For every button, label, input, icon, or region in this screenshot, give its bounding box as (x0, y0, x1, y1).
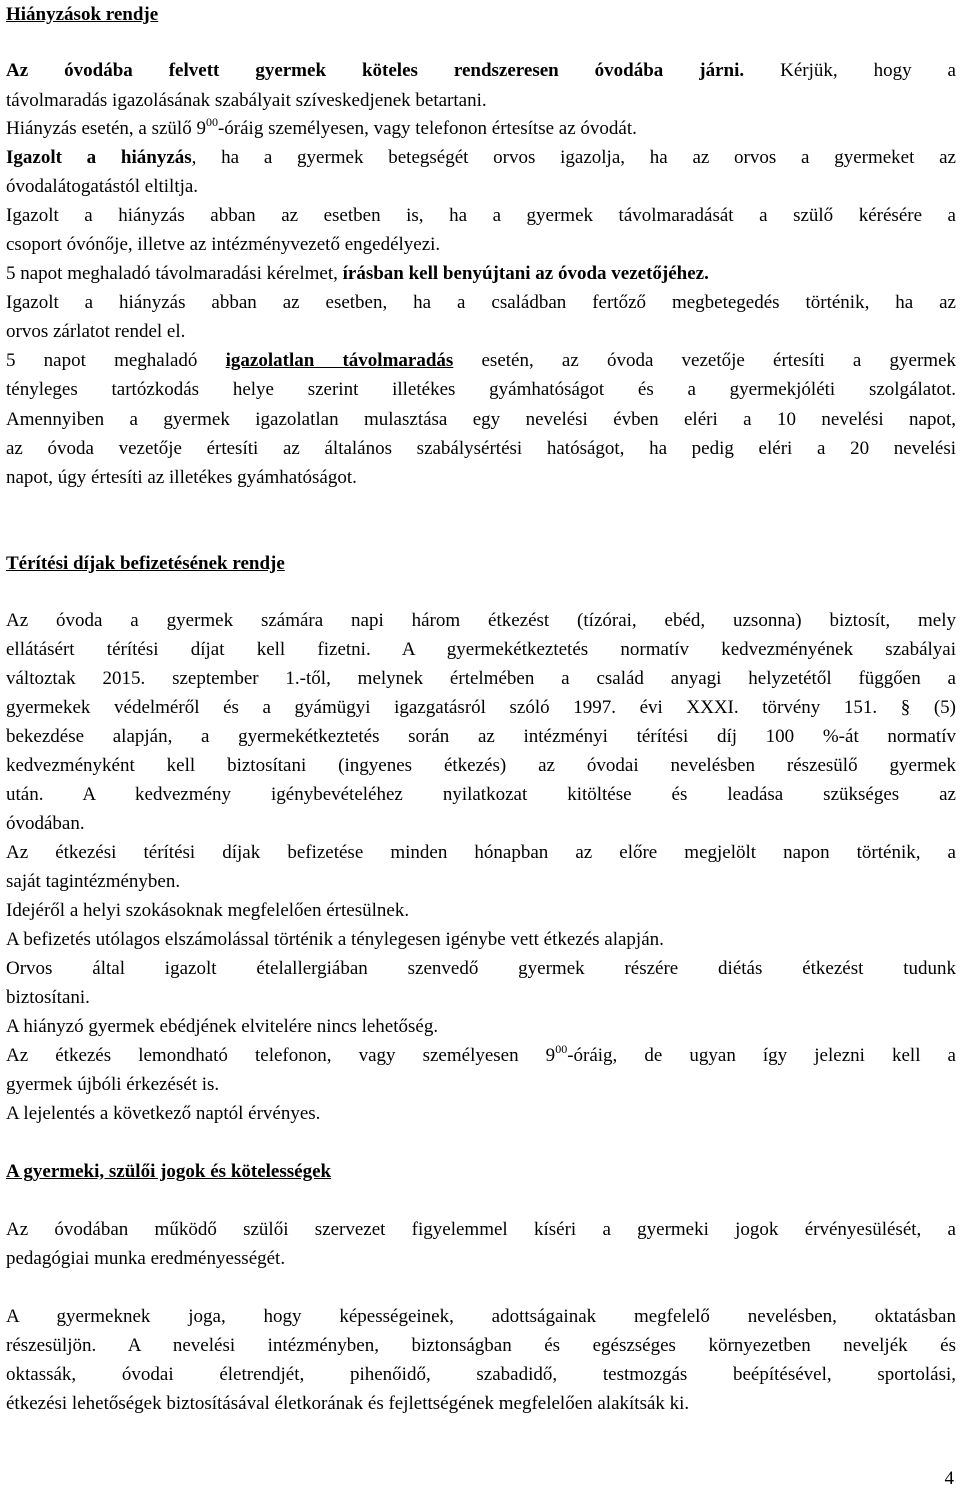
paragraph-line: A hiányzó gyermek ebédjének elvitelére nincs lehetőség. (6, 1016, 439, 1037)
paragraph-line: Amennyiben a gyermek igazolatlan mulasztása egy nevelési évben eléri a 10 nevelési napot, (6, 409, 956, 430)
heading-fees: Térítési díjak befizetésének rendje (6, 553, 285, 574)
paragraph-line: A lejelentés a következő naptól érvényes. (6, 1103, 321, 1124)
paragraph-line: ellátásért térítési díjat kell fizetni. A gyermekétkeztetés normatív kedvezményének szabályai (6, 639, 956, 660)
bold-underlined-text: igazolatlan távolmaradás (225, 350, 454, 371)
paragraph-line: részesüljön. A nevelési intézményben, biztonságban és egészséges környezetben neveljék és (6, 1335, 956, 1356)
heading-absences: Hiányzások rendje (6, 4, 159, 25)
paragraph-line: csoport óvónője, illetve az intézményvezető engedélyezi. (6, 234, 441, 255)
bold-text: írásban kell benyújtani az óvoda vezetőjéhez. (342, 263, 709, 284)
paragraph-line: napot, úgy értesíti az illetékes gyámhatóságot. (6, 467, 357, 488)
paragraph-line: Orvos által igazolt ételallergiában szenvedő gyermek részére diétás étkezést tudunk (6, 958, 956, 979)
paragraph-line: után. A kedvezmény igénybevételéhez nyilatkozat kitöltése és leadása szükséges az (6, 784, 956, 805)
paragraph-line: saját tagintézményben. (6, 871, 181, 892)
paragraph-line (6, 693, 956, 723)
paragraph-line: Az óvodában működő szülői szervezet figyelemmel kíséri a gyermeki jogok érvényesülését, a (6, 1219, 956, 1240)
paragraph-line: kedvezményként kell biztosítani (ingyenes étkezés) az óvodai nevelésben részesülő gyermek (6, 755, 956, 776)
paragraph-line: étkezési lehetőségek biztosításával életkorának és fejlettségének megfelelően alakítsák ki. (6, 1393, 690, 1414)
paragraph-line: változtak 2015. szeptember 1.-től, melynek értelmében a család anyagi helyzetétől függően a (6, 668, 956, 689)
paragraph-line: Igazolt a hiányzás abban az esetben is, ha a gyermek távolmaradását a szülő kérésére a (6, 205, 956, 226)
paragraph-line: Idejéről a helyi szokásoknak megfelelően értesülnek. (6, 900, 410, 921)
paragraph-line: orvos zárlatot rendel el. (6, 321, 186, 342)
paragraph-line: oktassák, óvodai életrendjét, pihenőidő, szabadidő, testmozgás beépítésével, sportolási, (6, 1364, 956, 1385)
paragraph-line: A befizetés utólagos elszámolással történik a ténylegesen igénybe vett étkezés alapján. (6, 929, 664, 950)
paragraph-line (6, 56, 956, 86)
text: 5 napot meghaladó távolmaradási kérelmet, (6, 263, 343, 284)
text: (5) (910, 697, 956, 718)
bold-text: Az óvodába felvett gyermek köteles rendszeresen óvodába járni. (6, 60, 745, 81)
text: , ha a gyermek betegségét orvos igazolja, ha az orvos a gyermeket az (191, 147, 956, 168)
paragraph-line: A gyermeknek joga, hogy képességeinek, adottságainak megfelelő nevelésben, oktatásban (6, 1306, 956, 1327)
paragraph-line (6, 114, 956, 144)
heading-rights: A gyermeki, szülői jogok és kötelességek (6, 1161, 332, 1182)
text: esetén, az óvoda vezetője értesíti a gyermek (453, 350, 957, 371)
text: 5 napot meghaladó (6, 350, 226, 371)
paragraph-line (6, 346, 956, 376)
superscript: 00 (555, 1041, 568, 1056)
page-number: 4 (944, 1468, 954, 1489)
text: Hiányzás esetén, a szülő 9 (6, 118, 206, 139)
paragraph-line: Igazolt a hiányzás abban az esetben, ha a családban fertőző megbetegedés történik, ha az (6, 292, 956, 313)
paragraph-line: távolmaradás igazolásának szabályait szíveskedjenek betartani. (6, 90, 487, 111)
paragraph-line: óvodában. (6, 813, 85, 834)
paragraph-line: Az étkezési térítési díjak befizetése minden hónapban az előre megjelölt napon történik, a (6, 842, 956, 863)
paragraph-line (6, 259, 956, 289)
section-sign-link[interactable]: § (900, 697, 911, 718)
paragraph-line: biztosítani. (6, 987, 90, 1008)
superscript: 00 (205, 114, 218, 129)
text: -óráig, de ugyan így jelezni kell a (567, 1045, 956, 1066)
text: Az étkezés lemondható telefonon, vagy személyesen 9 (6, 1045, 556, 1066)
text: gyermekek védelméről és a gyámügyi igazgatásról szóló 1997. évi XXXI. törvény 151. (6, 697, 901, 718)
paragraph-line (6, 1041, 956, 1071)
paragraph-line: gyermek újbóli érkezését is. (6, 1074, 220, 1095)
paragraph-line: bekezdése alapján, a gyermekétkeztetés során az intézményi térítési díj 100 %-át normatív (6, 726, 956, 747)
paragraph-line: óvodalátogatástól eltiltja. (6, 176, 199, 197)
paragraph-line: az óvoda vezetője értesíti az általános szabálysértési hatóságot, ha pedig eléri a 20 nevelési (6, 438, 956, 459)
paragraph-line: tényleges tartózkodás helye szerint illetékes gyámhatóságot és a gyermekjóléti szolgálatot. (6, 379, 956, 400)
paragraph-line: pedagógiai munka eredményességét. (6, 1248, 286, 1269)
bold-text: Igazolt a hiányzás (6, 147, 192, 168)
paragraph-line: Az óvoda a gyermek számára napi három étkezést (tízórai, ebéd, uzsonna) biztosít, mely (6, 610, 956, 631)
text: Kérjük, hogy a (744, 60, 956, 81)
text: -óráig személyesen, vagy telefonon értesítse az óvodát. (217, 118, 637, 139)
paragraph-line (6, 143, 956, 173)
